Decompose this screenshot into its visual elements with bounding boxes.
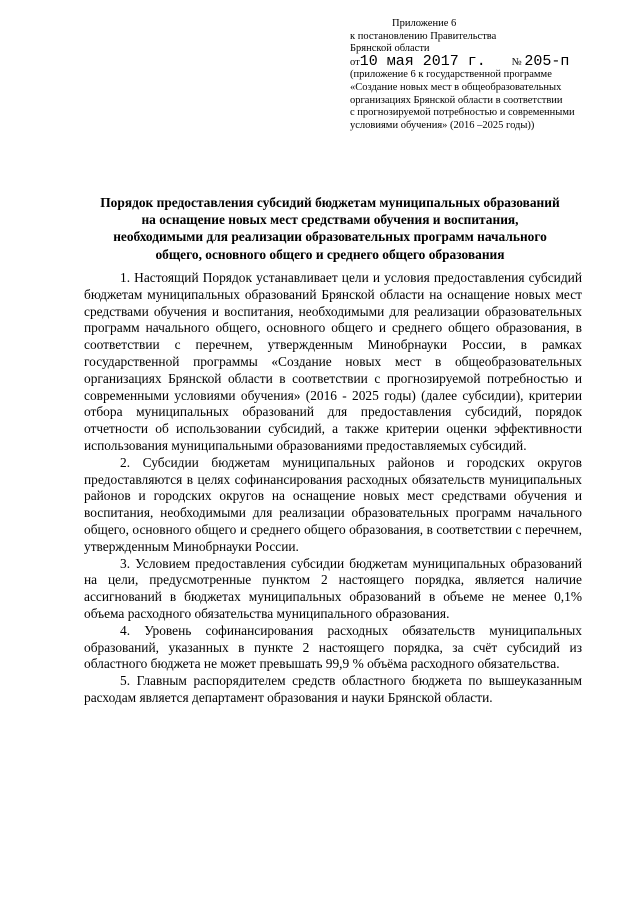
- heading-line: общего, основного общего и среднего общего образования: [155, 246, 505, 262]
- handwritten-date: 10 мая 2017 г.: [359, 52, 486, 70]
- paragraph-3: 3. Условием предоставления субсидии бюджетам муниципальных образований на цели, предусмотренные пунктом 2 настоящего порядка, является наличие ассигнований в бюджетах муниципальных образований в объеме не менее 0,1% объема расходного обязательства муниципального образования.: [84, 555, 582, 621]
- document-body: [84, 270, 582, 707]
- region-line: Брянской области: [350, 43, 430, 55]
- number-label: №: [511, 56, 522, 68]
- appendix-header: [350, 18, 630, 132]
- program-line: организациях Брянской области в соответствии: [350, 94, 563, 106]
- heading-line: Порядок предоставления субсидий бюджетам муниципальных образований: [100, 195, 560, 210]
- date-number-line: [350, 52, 630, 70]
- from-prefix: от: [350, 56, 360, 68]
- paragraph-5: 5. Главным распорядителем средств областного бюджета по вышеуказанным расходам является департамент образования и науки Брянской области.: [84, 673, 582, 705]
- decree-reference-line: к постановлению Правительства: [350, 30, 497, 42]
- paragraph-4: 4. Уровень софинансирования расходных обязательств муниципальных образований, указанных в пункте 2 настоящего порядка, за счёт субсидий из областного бюджета не может превышать 99,9 % объёма расходного обязательства.: [84, 622, 582, 672]
- program-line: с прогнозируемой потребностью и современными: [350, 107, 575, 119]
- program-line: условиями обучения» (2016 –2025 годы)): [350, 119, 535, 131]
- heading-line: на оснащение новых мест средствами обучения и воспитания,: [141, 212, 519, 228]
- document-heading: [70, 194, 590, 263]
- program-line: (приложение 6 к государственной программе: [350, 69, 552, 81]
- program-line: «Создание новых мест в общеобразовательных: [350, 81, 562, 93]
- handwritten-number: 205-п: [524, 52, 570, 70]
- paragraph-1: 1. Настоящий Порядок устанавливает цели и условия предоставления субсидий бюджетам муниципальных образований Брянской области на оснащение новых мест средствами обучения и воспитания, необходимыми для реализации образовательных программ начального общего, основного общего и среднего общего образования, в соответствии с перечнем, утвержденным Минобрнауки России, в рамках государственной программы «Создание новых мест в общеобразовательных организациях Брянской области в соответствии с прогнозируемой потребностью и современными условиями обучения» (2016 - 2025 годы) (далее субсидии), критерии отбора муниципальных образований для предоставления субсидий, порядок отчетности об использовании субсидий, а также критерии оценки эффективности использования муниципальными образованиями предоставляемых субсидий.: [84, 270, 582, 453]
- paragraph-2: 2. Субсидии бюджетам муниципальных районов и городских округов предоставляются в целях софинансирования расходных обязательств муниципальных районов и городских округов на оснащение новых мест средствами обучения и воспитания, необходимыми для реализации образовательных программ начального общего, основного общего и среднего общего образования, в соответствии с перечнем, утвержденным Минобрнауки России.: [84, 454, 582, 554]
- heading-line: необходимыми для реализации образовательных программ начального: [113, 229, 547, 245]
- appendix-title: Приложение 6: [392, 18, 457, 29]
